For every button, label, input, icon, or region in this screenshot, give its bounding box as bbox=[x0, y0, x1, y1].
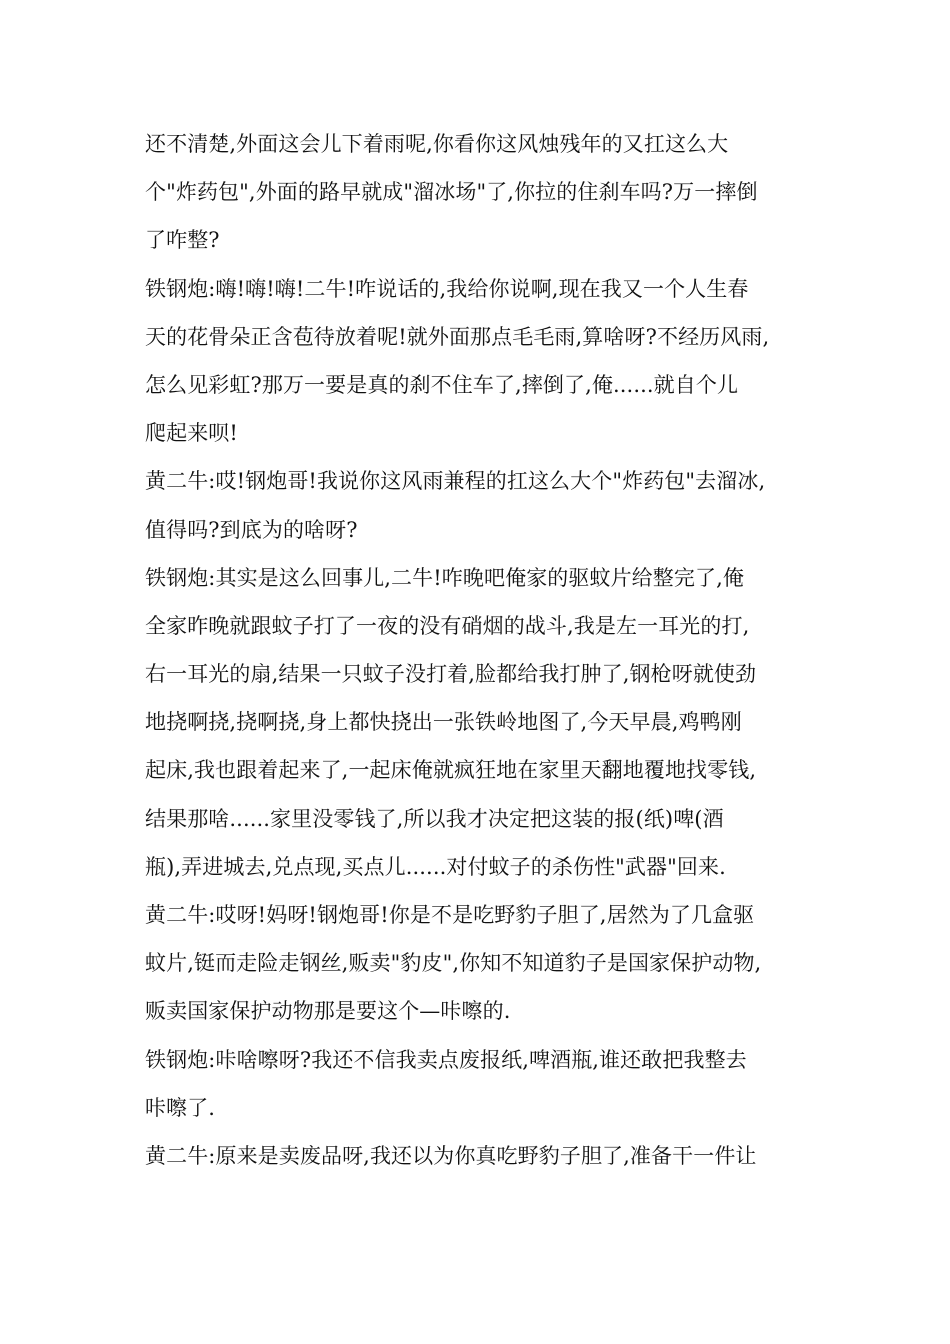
text-line: 值得吗?到底为的啥呀? bbox=[145, 517, 358, 542]
text-line: 铁钢炮:咔啥嚓呀?我还不信我卖点废报纸,啤酒瓶,谁还敢把我整去 bbox=[145, 1047, 747, 1072]
text-line: 咔嚓了. bbox=[145, 1095, 216, 1120]
text-line: 全家昨晚就跟蚊子打了一夜的没有硝烟的战斗,我是左一耳光的打, bbox=[145, 613, 750, 638]
text-line: 黄二牛:哎!钢炮哥!我说你这风雨兼程的扛这么大个"炸药包"去溜冰, bbox=[145, 469, 766, 494]
text-line: 黄二牛:哎呀!妈呀!钢炮哥!你是不是吃野豹子胆了,居然为了几盒驱 bbox=[145, 903, 755, 927]
text-line: 还不清楚,外面这会儿下着雨呢,你看你这风烛残年的又扛这么大 bbox=[145, 132, 729, 156]
dialogue-text bbox=[145, 120, 825, 1180]
text-line: 个"炸药包",外面的路早就成"溜冰场"了,你拉的住刹车吗?万一摔倒 bbox=[145, 180, 758, 205]
text-line: 铁钢炮:其实是这么回事儿,二牛!咋晚吧俺家的驱蚊片给整完了,俺 bbox=[145, 565, 744, 590]
text-line: 起床,我也跟着起来了,一起床俺就疯狂地在家里天翻地覆地找零钱, bbox=[145, 758, 757, 783]
text-line: 铁钢炮:嗨!嗨!嗨!二牛!咋说话的,我给你说啊,现在我又一个人生春 bbox=[145, 276, 749, 301]
text-line: 蚊片,铤而走险走钢丝,贩卖"豹皮",你知不知道豹子是国家保护动物, bbox=[145, 951, 762, 976]
text-line: 右一耳光的扇,结果一只蚊子没打着,脸都给我打肿了,钢枪呀就使劲 bbox=[145, 662, 757, 687]
text-line: 贩卖国家保护动物那是要这个—咔嚓的. bbox=[145, 999, 511, 1024]
text-line: 地挠啊挠,挠啊挠,身上都快挠出一张铁岭地图了,今天早晨,鸡鸭刚 bbox=[145, 710, 742, 735]
text-line: 瓶),弄进城去,兑点现,买点儿......对付蚊子的杀伤性"武器"回来. bbox=[145, 854, 726, 879]
text-line: 结果那啥......家里没零钱了,所以我才决定把这装的报(纸)啤(酒 bbox=[145, 806, 724, 831]
text-line: 黄二牛:原来是卖废品呀,我还以为你真吃野豹子胆了,准备干一件让 bbox=[145, 1143, 757, 1168]
text-line: 怎么见彩虹?那万一要是真的刹不住车了,摔倒了,俺......就自个儿 bbox=[145, 372, 739, 397]
text-line: 天的花骨朵正含苞待放着呢!就外面那点毛毛雨,算啥呀?不经历风雨, bbox=[145, 324, 770, 349]
text-line: 爬起来呗! bbox=[145, 421, 238, 446]
text-line: 了咋整? bbox=[145, 228, 220, 253]
